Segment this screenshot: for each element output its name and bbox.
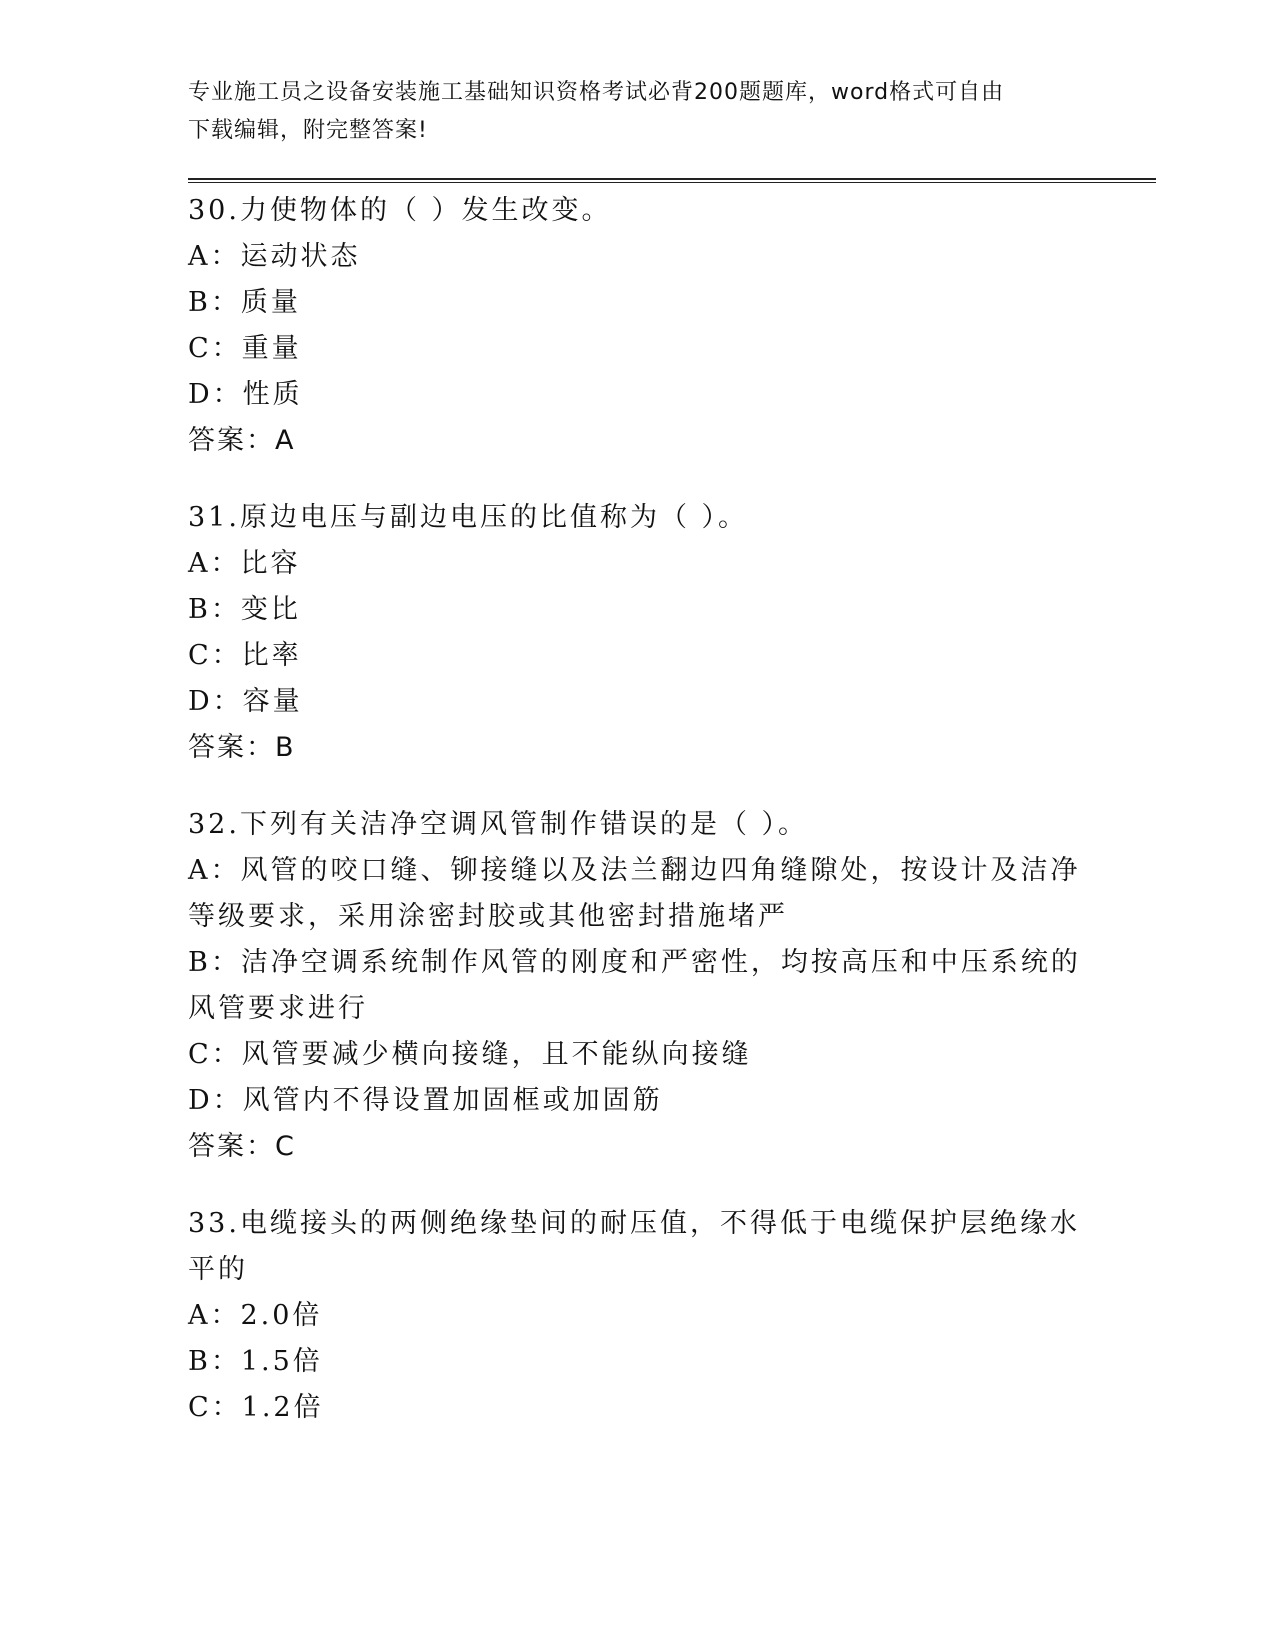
header-line-2: 下载编辑，附完整答案! xyxy=(188,118,428,143)
option-d: D：风管内不得设置加固框或加固筋 xyxy=(188,1085,663,1116)
question-32 xyxy=(188,802,1088,1170)
option-a: A：2.0倍 xyxy=(188,1300,323,1331)
option-a: A：运动状态 xyxy=(188,241,361,272)
option-c: C：1.2倍 xyxy=(188,1392,324,1423)
option-c: C：重量 xyxy=(188,333,302,364)
header-divider-thin xyxy=(188,182,1156,183)
header-line-1: 专业施工员之设备安装施工基础知识资格考试必背200题题库，word格式可自由 xyxy=(188,80,1005,105)
option-c: C：风管要减少横向接缝，且不能纵向接缝 xyxy=(188,1039,752,1070)
question-stem: 30.力使物体的（ ）发生改变。 xyxy=(188,195,612,226)
answer-text: 答案：A xyxy=(188,425,296,456)
option-d: D：性质 xyxy=(188,379,303,410)
option-b: B：1.5倍 xyxy=(188,1346,323,1377)
question-stem: 32.下列有关洁净空调风管制作错误的是（ ）。 xyxy=(188,809,809,840)
header-divider-thick xyxy=(188,178,1156,180)
question-stem: 31.原边电压与副边电压的比值称为（ ）。 xyxy=(188,502,749,533)
option-b: B：变比 xyxy=(188,594,301,625)
question-33 xyxy=(188,1201,1088,1431)
question-31 xyxy=(188,495,1088,771)
option-a: A：风管的咬口缝、铆接缝以及法兰翻边四角缝隙处，按设计及洁净等级要求，采用涂密封胶或其他密封措施堵严 xyxy=(188,855,1081,932)
option-b: B：洁净空调系统制作风管的刚度和严密性，均按高压和中压系统的风管要求进行 xyxy=(188,947,1081,1024)
answer-text: 答案：C xyxy=(188,1131,296,1162)
answer-text: 答案：B xyxy=(188,732,296,763)
document-header xyxy=(188,74,1068,150)
option-a: A：比容 xyxy=(188,548,301,579)
question-stem: 33.电缆接头的两侧绝缘垫间的耐压值，不得低于电缆保护层绝缘水平的 xyxy=(188,1208,1080,1285)
question-30 xyxy=(188,188,1088,464)
option-c: C：比率 xyxy=(188,640,302,671)
option-b: B：质量 xyxy=(188,287,301,318)
question-list xyxy=(188,188,1088,1462)
option-d: D：容量 xyxy=(188,686,303,717)
